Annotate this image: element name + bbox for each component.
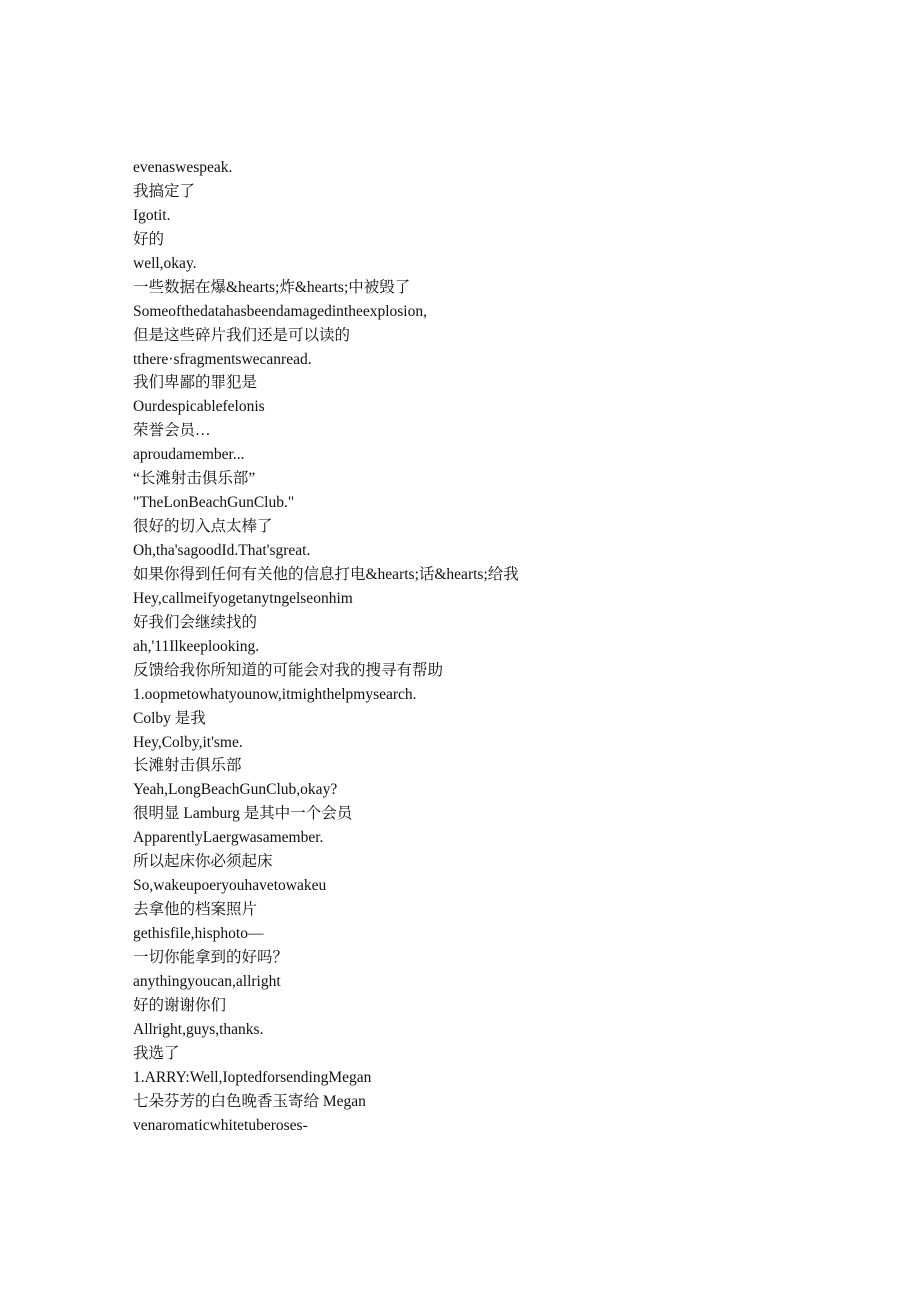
subtitle-line: Oh,tha'sagoodId.That'sgreat. — [133, 542, 311, 559]
subtitle-line: 一切你能拿到的好吗？ — [133, 948, 289, 966]
subtitle-line: “长滩射击俱乐部” — [133, 470, 256, 488]
subtitle-line: Someofthedatahasbeendamagedintheexplosion, — [133, 302, 427, 320]
subtitle-line: So,wakeupoeryouhavetowakeu — [133, 877, 327, 895]
subtitle-line: gethisfile,hisphoto— — [133, 925, 264, 942]
subtitle-line: ApparentlyLaergwasamember. — [133, 829, 324, 847]
subtitle-line: 很好的切入点太棒了 — [133, 518, 273, 536]
subtitle-text-block — [133, 156, 833, 1137]
subtitle-line: "TheLonBeachGunClub." — [133, 494, 295, 512]
subtitle-line: evenaswespeak. — [133, 159, 233, 176]
subtitle-line: Colby 是我 — [133, 709, 206, 727]
subtitle-line: 七朵芬芳的白色晚香玉寄给 Megan — [133, 1092, 366, 1110]
subtitle-line: Yeah,LongBeachGunClub,okay? — [133, 781, 338, 799]
subtitle-line: 但是这些碎片我们还是可以读的 — [133, 326, 351, 344]
subtitle-line: 去拿他的档案照片 — [133, 901, 258, 919]
subtitle-line: venaromaticwhitetuberoses- — [133, 1116, 308, 1134]
subtitle-line: 一些数据在爆&hearts;炸&hearts;中被毁了 — [133, 278, 411, 296]
subtitle-line: 所以起床你必须起床 — [133, 853, 273, 871]
subtitle-line: aproudamember... — [133, 446, 245, 464]
subtitle-line: ah,'11Ilkeeplooking. — [133, 637, 260, 655]
subtitle-line: 我们卑鄙的罪犯是 — [133, 374, 258, 392]
subtitle-line: 好我们会继续找的 — [133, 613, 258, 631]
subtitle-line: 如果你得到任何有关他的信息打电&hearts;话&hearts;给我 — [133, 565, 519, 583]
subtitle-line: tthere·sfragmentswecanread. — [133, 350, 312, 368]
subtitle-line: 好的谢谢你们 — [133, 996, 227, 1014]
subtitle-line: 1.oopmetowhatyounow,itmighthelpmysearch. — [133, 685, 417, 703]
subtitle-line: Allright,guys,thanks. — [133, 1020, 264, 1038]
subtitle-line: 我搞定了 — [133, 182, 196, 200]
subtitle-line: 荣誉会员… — [133, 422, 211, 440]
subtitle-line: Ourdespicablefelonis — [133, 398, 265, 416]
subtitle-line: anythingyoucan,allright — [133, 972, 281, 990]
subtitle-line: Igotit. — [133, 206, 171, 224]
subtitle-line: 很明显 Lamburg 是其中一个会员 — [133, 805, 353, 823]
subtitle-line: Hey,callmeifyogetanytngelseonhim — [133, 589, 353, 607]
subtitle-line: Hey,Colby,it'sme. — [133, 733, 243, 751]
subtitle-line: 1.ARRY:Well,IoptedforsendingMegan — [133, 1068, 372, 1086]
subtitle-line: 好的 — [133, 230, 165, 248]
subtitle-line: 我选了 — [133, 1044, 180, 1062]
subtitle-line: 反馈给我你所知道的可能会对我的搜寻有帮助 — [133, 661, 444, 679]
subtitle-line: 长滩射击俱乐部 — [133, 757, 242, 775]
subtitle-line: well,okay. — [133, 254, 197, 272]
